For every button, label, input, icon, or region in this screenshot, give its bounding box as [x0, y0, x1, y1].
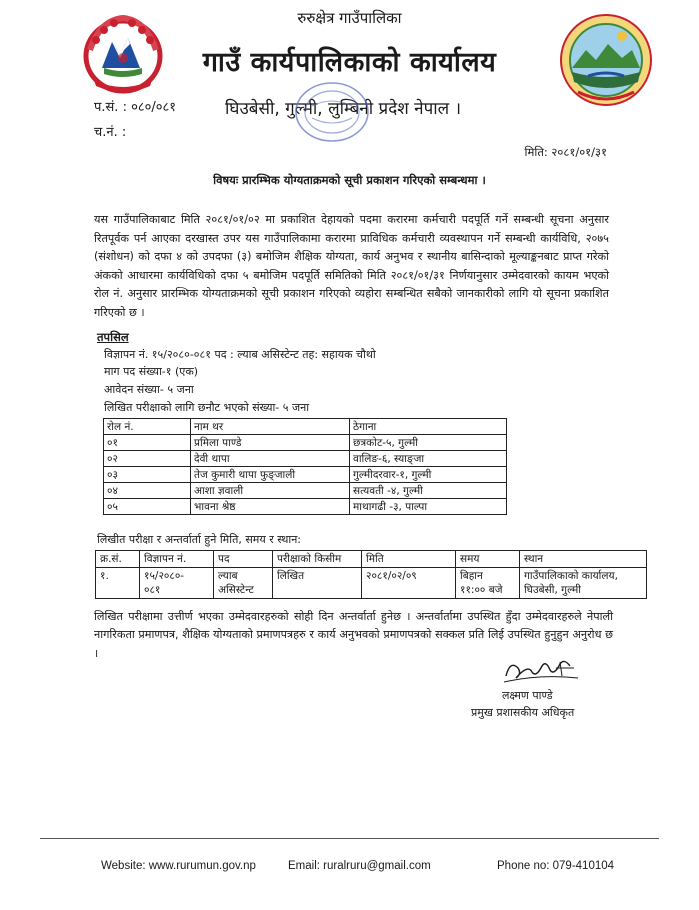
handwritten-signature	[500, 654, 582, 690]
column-header: परीक्षाको किसीम	[273, 551, 362, 568]
candidate-address: माथागढी -३, पाल्पा	[350, 499, 507, 515]
footer-website: Website: www.rurumun.gov.np	[101, 860, 256, 872]
candidate-name: भावना श्रेष्ठ	[191, 499, 350, 515]
roll-number: ०२	[104, 451, 191, 467]
column-header: मिति	[362, 551, 456, 568]
office-address: घिउबेसी, गुल्मी, लुम्बिनी प्रदेश नेपाल ।	[225, 99, 462, 119]
footer-phone: Phone no: 079-410104	[497, 860, 615, 872]
signatory-title: प्रमुख प्रशासकीय अधिकृत	[471, 706, 575, 719]
table-row	[104, 451, 507, 467]
office-title: गाउँ कार्यपालिकाको कार्यालय	[202, 47, 497, 78]
signatory-name: लक्ष्मण पाण्डे	[502, 689, 553, 702]
candidate-address: गुल्मीदरवार-१, गुल्मी	[350, 467, 507, 483]
exam-schedule-table	[95, 550, 647, 599]
candidate-address: वालिङ-६, स्याङ्जा	[350, 451, 507, 467]
advertisement-info: विज्ञापन नं. १५/२०८०-०८१ पद : ल्याब असिस्टेन्ट तह: सहायक चौथो	[104, 348, 376, 361]
post-name	[214, 568, 273, 599]
footer-email: Email: ruralruru@gmail.com	[288, 860, 431, 872]
exam-venue-line: गाउँपालिकाको कार्यालय,	[524, 570, 618, 582]
subject-line: विषयः प्रारम्भिक योग्यताक्रमको सूची प्रकाशन गरिएको सम्बन्धमा ।	[213, 173, 486, 187]
exam-venue-line: घिउबेसी, गुल्मी	[524, 584, 582, 596]
advertisement-number-line: ०८१	[144, 584, 161, 596]
schedule-heading: लिखीत परीक्षा र अन्तर्वार्ता हुने मिति, समय र स्थान:	[97, 533, 302, 546]
advertisement-number-line: १५/२०८०-	[144, 570, 185, 582]
table-header-row	[96, 551, 647, 568]
column-header: समय	[456, 551, 520, 568]
post-name-line: ल्याब	[218, 570, 238, 582]
notice-date: मिति: २०८१/०१/३१	[524, 145, 607, 159]
column-header: रोल नं.	[104, 419, 191, 435]
exam-venue	[520, 568, 647, 599]
demand-count: माग पद संख्या-१ (एक)	[104, 365, 199, 378]
table-row	[104, 483, 507, 499]
column-header: विज्ञापन नं.	[140, 551, 214, 568]
post-name-line: असिस्टेन्ट	[218, 584, 254, 596]
candidate-address: सत्यवती -४, गुल्मी	[350, 483, 507, 499]
table-header-row	[104, 419, 507, 435]
roll-number: ०५	[104, 499, 191, 515]
column-header: स्थान	[520, 551, 647, 568]
roll-number: ०३	[104, 467, 191, 483]
column-header: ठेगाना	[350, 419, 507, 435]
serial-number: १.	[96, 568, 140, 599]
candidate-address: छत्रकोट-५, गुल्मी	[350, 435, 507, 451]
notice-body: यस गाउँपालिकाबाट मिति २०८१/०१/०२ मा प्रकाशित देहायको पदमा करारमा कर्मचारी पदपूर्ति गर्ने सम्बन्धी सूचना अनुसार रितपूर्वक पर्न आएका दरखास्त उपर यस गाउँपालिकामा करारमा प्राविधिक कर्मचारी व्यवस्थापन गर्ने सम्बन्धी कार्यविधि, २०७५ (संशोधन) को दफा ४ को उपदफा (३) बमोजिम शैक्षिक योग्यता, कार्य अनुभव र स्थानीय बासिन्दाको मूल्याङ्कनबाट प्राप्त गरेको अंकको आधारमा कार्यविधिको दफा ५ बमोजिम पदपूर्ति समितिको मिति २०८१/०१/३१ निर्णयानुसार उम्मेदवारको कायम भएको रोल नं. अनुसार प्रारम्भिक योग्यताक्रमको सूची प्रकाशन गरिएको व्यहोरा सम्बन्धित सबैको जानकारीको लागि यो सूचना प्रकाशित गरिएको छ ।	[94, 213, 609, 319]
closing-paragraph: लिखित परीक्षामा उत्तीर्ण भएका उम्मेदवारहरुको सोही दिन अन्तर्वार्ता हुनेछ । अन्तर्वार्तामा उपस्थित हुँदा उम्मेदवारहरुले नेपाली नागरिकता प्रमाणपत्र, शैक्षिक योग्यताको प्रमाणपत्रहरु र कार्य अनुभवको प्रमाणपत्रको सक्कल प्रति लिई उपस्थित हुनुहुन अनुरोध छ ।	[94, 610, 613, 660]
candidate-name: तेज कुमारी थापा फुङ्जाली	[191, 467, 350, 483]
roll-number: ०१	[104, 435, 191, 451]
exam-time-line: ११:०० बजे	[460, 584, 503, 596]
table-row	[104, 499, 507, 515]
reference-number: प.सं. : ०८०/०८१	[94, 100, 177, 115]
exam-time-line: बिहान	[460, 570, 483, 582]
official-stamp	[292, 80, 372, 144]
selected-count: लिखित परीक्षाको लागि छनौट भएको संख्या- ५ जना	[104, 401, 310, 414]
application-count: आवेदन संख्या- ५ जना	[104, 383, 194, 396]
roll-number: ०४	[104, 483, 191, 499]
exam-time	[456, 568, 520, 599]
table-row	[104, 467, 507, 483]
exam-type: लिखित	[273, 568, 362, 599]
municipality-name: रुरुक्षेत्र गाउँपालिका	[297, 9, 402, 27]
details-heading: तपसिल	[97, 330, 129, 344]
candidate-name: देवी थापा	[191, 451, 350, 467]
table-row	[104, 435, 507, 451]
table-row	[96, 568, 647, 599]
column-header: नाम थर	[191, 419, 350, 435]
exam-date: २०८१/०२/०९	[362, 568, 456, 599]
advertisement-number	[140, 568, 214, 599]
column-header: पद	[214, 551, 273, 568]
candidate-name: प्रमिला पाण्डे	[191, 435, 350, 451]
footer-divider	[40, 838, 659, 839]
candidate-name: आशा ज्ञवाली	[191, 483, 350, 499]
dispatch-number: च.नं. :	[94, 125, 127, 140]
column-header: क्र.सं.	[96, 551, 140, 568]
candidate-table	[103, 418, 507, 515]
